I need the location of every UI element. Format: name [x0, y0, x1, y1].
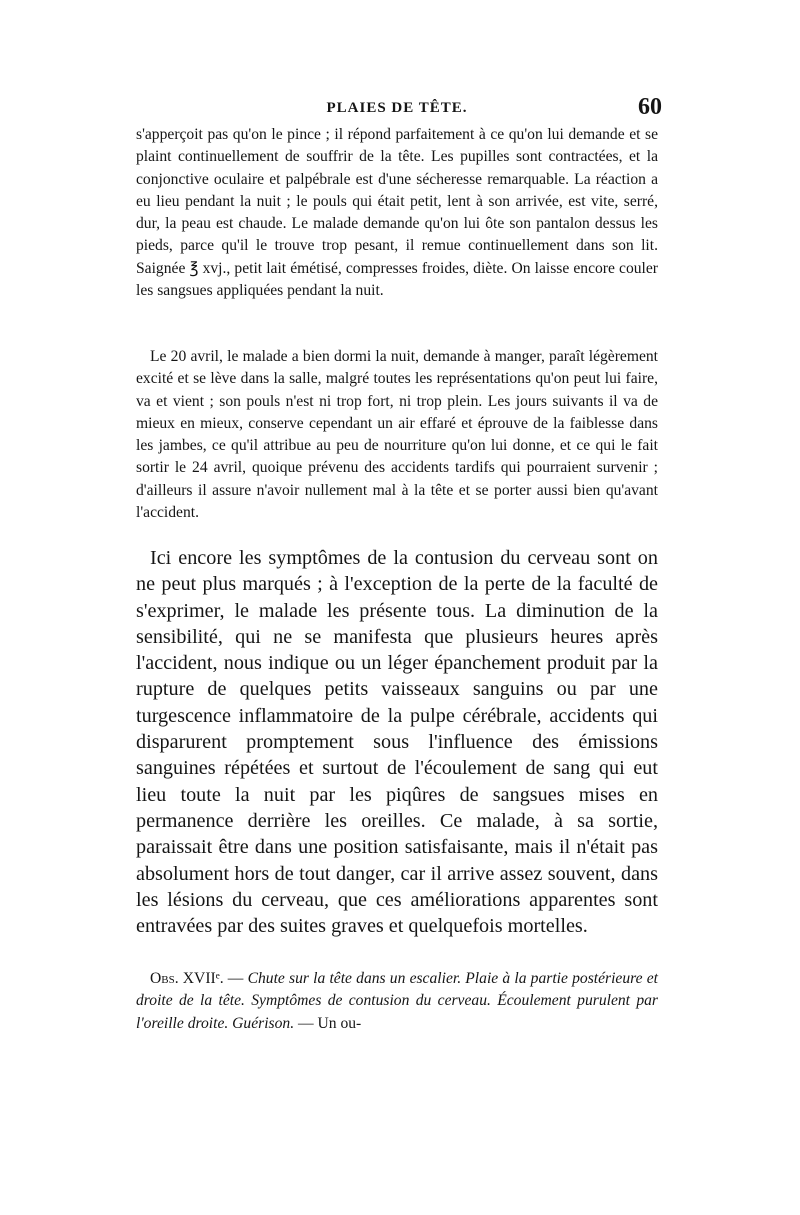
continuation-paragraph — [136, 124, 658, 302]
continuation-text: s'apperçoit pas qu'on le pince ; il répond parfaitement à ce qu'on lui demande et se plaint continuellement de souffrir de la tête. Les pupilles sont contractées, et la conjonctive oculaire et palpébrale est d'une sécheresse remarquable. La réaction a eu lieu pendant la nuit ; le pouls qui était petit, lent à son arrivée, est vite, serré, dur, la peau est chaude. Le malade demande qu'on lui ôte son pantalon dessus les pieds, parce qu'il le trouve trop pesant, il remue continuellement dans son lit. Saignée ℥ xvj., petit lait émétisé, compresses froides, diète. On laisse encore couler les sangsues appliquées pendant la nuit. — [136, 126, 658, 300]
running-title: PLAIES DE TÊTE. — [326, 100, 468, 116]
observation-paragraph — [136, 968, 658, 1035]
commentary-text: Ici encore les symptômes de la contusion du cerveau sont on ne peut plus marqués ; à l'exception de la perte de la faculté de s'exprimer, le malade les présente tous. La diminution de la sensibilité, qui ne se manifesta que plusieurs heures après l'accident, nous indique ou un léger épanchement produit par la rupture de quelques petits vaisseaux sanguins ou par une turgescence inflammatoire de la pulpe cérébrale, accidents qui disparurent promptement sous l'influence des émissions sanguines répétées et surtout de l'écoulement de sang qui eut lieu toute la nuit par les piqûres de sangsues mises en permanence derrière les oreilles. Ce malade, à sa sortie, paraissait être dans une position satisfaisante, mais il n'était pas absolument hors de tout danger, car il arrive assez souvent, dans les lésions du cerveau, que ces améliorations apparentes sont entravées par des suites graves et quelquefois mortelles. — [136, 547, 658, 938]
page-number: 60 — [638, 94, 662, 120]
commentary-paragraph — [136, 545, 658, 939]
observation-title: Chute sur la tête dans un escalier. Plaie à la partie postérieure et droite de la tête. Symptômes de contusion du cerveau. Écoulement purulent par l'oreille droite. Guérison. — [136, 970, 658, 1032]
observation-trailing: — Un ou- — [298, 1014, 362, 1032]
april-20-text: Le 20 avril, le malade a bien dormi la nuit, demande à manger, paraît légèrement excité et se lève dans la salle, malgré toutes les représentations qu'on peut lui faire, va et vient ; son pouls n'est ni trop fort, ni trop plein. Les jours suivants il va de mieux en mieux, conserve cependant un air effaré et éprouve de la faiblesse dans les jambes, ce qu'il attribue au peu de nourriture qu'on lui donne, et ce qui le fait sortir le 24 avril, quoique prévenu des accidents tardifs qui pourraient survenir ; d'ailleurs il assure n'avoir nullement mal à la tête et se porter aussi bien qu'avant l'accident. — [136, 348, 658, 522]
observation-label: Obs. XVIIᵉ. — — [150, 970, 244, 987]
april-20-paragraph — [136, 346, 658, 524]
observation-text — [136, 968, 658, 1035]
